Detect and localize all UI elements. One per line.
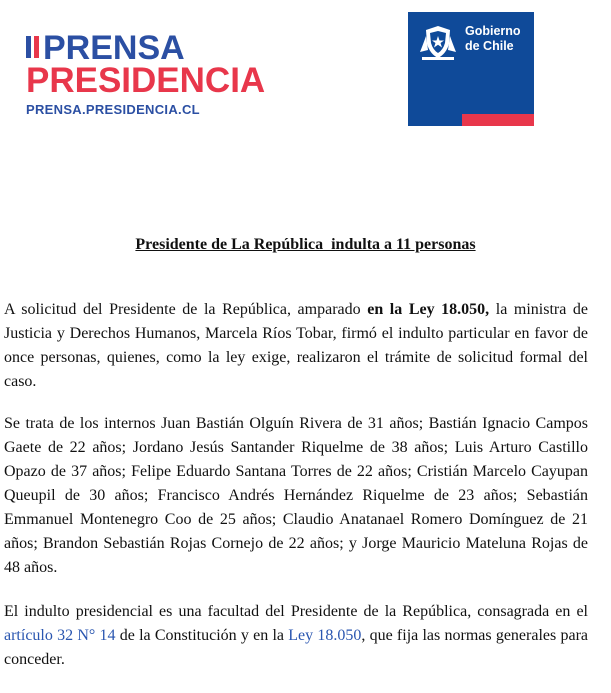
logo-url-text: PRENSA.PRESIDENCIA.CL (26, 102, 200, 117)
gobierno-de-chile-logo (408, 12, 534, 126)
paragraph-2: Se trata de los internos Juan Bastián Olguín Rivera de 31 años; Bastián Ignacio Campos Gaete de 22 años; Jordano Jesús Santander Riquelme de 38 años; Luis Arturo Castillo Opazo de 37 años; Felipe Eduardo Santana Torres de 22 años; Cristián Marcelo Cayupan Queupil de 30 años; Francisco Andrés Hernández Riquelme de 23 años; Sebastián Emmanuel Montenegro Coo de 25 años; Claudio Anatanael Romero Domínguez de 21 años; Brandon Sebastián Rojas Cornejo de 22 años; y Jorge Mauricio Mateluna Rojas de 48 años. (4, 415, 588, 576)
logo-presidencia-text: PRESIDENCIA (26, 61, 266, 100)
gobierno-text: Gobierno de Chile (465, 24, 521, 53)
link-ley-18050[interactable]: Ley 18.050 (288, 627, 362, 644)
logo-prensa-text: PRENSA (43, 29, 185, 67)
paragraph-3: El indulto presidencial es una facultad del Presidente de la República, consagrada en el artículo 32 N° 14 de la Constitución y en la Ley 18.050, que fija las normas generales para conceder. (4, 603, 588, 668)
flag-bars-icon (26, 36, 39, 58)
coat-of-arms-icon (416, 22, 460, 62)
prensa-presidencia-logo (26, 30, 326, 117)
flag-stripe (408, 114, 534, 126)
document-title: Presidente de La República indulta a 11 personas (135, 236, 476, 253)
paragraph-1: A solicitud del Presidente de la República, amparado en la Ley 18.050, la ministra de Justicia y Derechos Humanos, Marcela Ríos Tobar, firmó el indulto particular en favor de once personas, quienes, como la ley exige, realizaron el trámite de solicitud formal del caso. (4, 301, 589, 390)
link-articulo-32[interactable]: artículo 32 N° 14 (4, 627, 116, 644)
